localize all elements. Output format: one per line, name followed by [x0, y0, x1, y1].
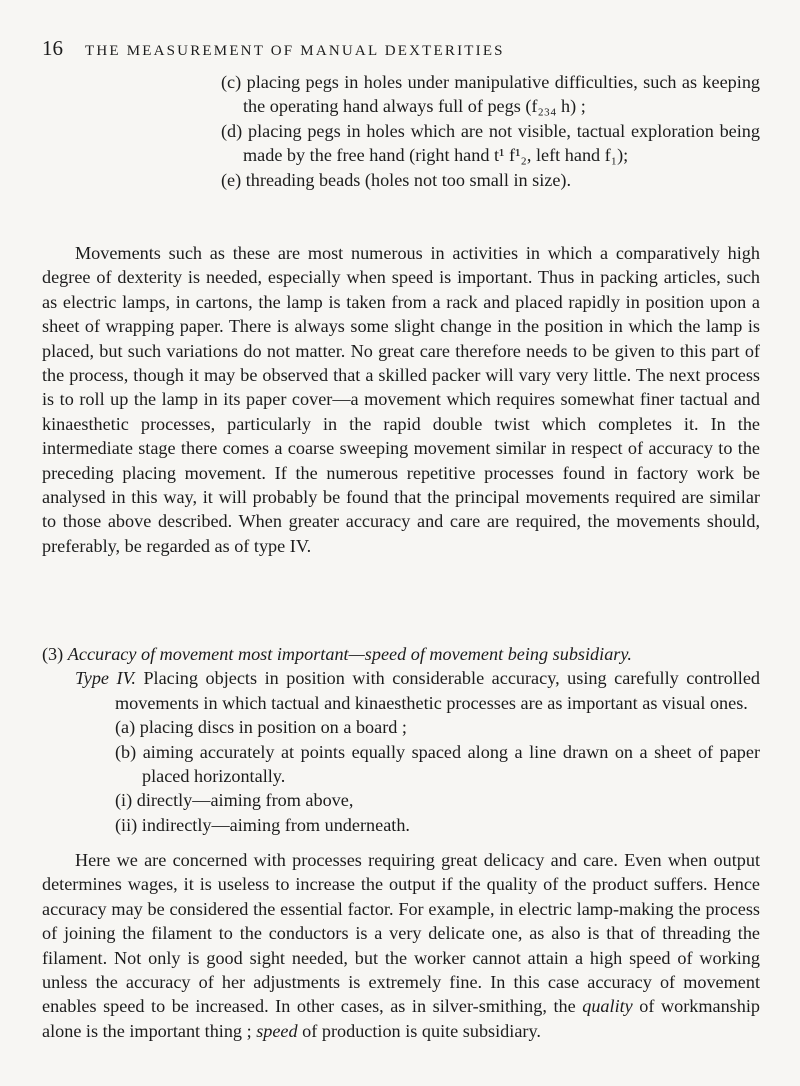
list-text: placing discs in position on a board ;: [139, 717, 407, 738]
section-heading: [42, 642, 760, 666]
running-title: THE MEASUREMENT OF MANUAL DEXTERITIES: [85, 43, 505, 59]
list-item-d: [42, 119, 760, 168]
page-number: 16: [42, 36, 63, 60]
type-label: Type IV.: [75, 668, 136, 689]
list-label: (e): [221, 169, 242, 190]
list-item-b: [42, 740, 760, 789]
list-label: (d): [221, 120, 243, 141]
sub-item-i: [42, 788, 760, 812]
list-text: placing pegs in holes under manipulative difficulties, such as keeping the operating hand always full of pegs (f₂₃₄ h) ;: [243, 72, 761, 117]
section-3: [42, 642, 760, 837]
paragraph-end: of production is quite subsidiary.: [302, 1020, 541, 1041]
section-title: Accuracy of movement most important—speed of movement being subsidiary.: [67, 644, 632, 664]
paragraph-text: Movements such as these are most numerous in activities in which a comparatively high degree of dexterity is needed, especially when speed is important. Thus in packing articles, such as electric lamps, in cartons, the lamp is taken from a rack and placed rapidly in position upon a sheet of wrapping paper. There is always some slight change in the position in which the lamp is placed, but such variations do not matter. No great care therefore needs to be given to this part of the process, though it may be observed that a skilled packer will vary very little. The next process is to roll up the lamp in its paper cover—a movement which requires somewhat finer tactual and kinaesthetic processes, particularly in the rapid double twist which completes it. In the intermediate stage there comes a coarse sweeping movement similar in respect of accuracy to the preceding placing movement. If the numerous repetitive processes found in factory work be analysed in this way, it will probably be found that the principal movements required are similar to those above described. When greater accuracy and care are required, the movements should, preferably, be regarded as of type IV.: [42, 243, 760, 556]
paragraph-main: Here we are concerned with processes requiring great delicacy and care. Even when output determines wages, it is useless to increase the output if the quality of the product suffers. Hence accuracy may be considered the essential factor. For example, in electric lamp-making the process of joining the filament to the conductors is a very delicate one, as also is that of threading the filament. Not only is good sight needed, but the worker cannot attain a high speed of working unless the accuracy of her adjustments is extremely fine. In this case accuracy of movement enables speed to be increased. In other cases, as in silver-smithing, the: [42, 850, 760, 1017]
paragraph-text: [42, 848, 760, 1043]
type-text: Placing objects in position with considerable accuracy, using carefully controlled movements in which tactual and kinaesthetic processes are as important as visual ones.: [115, 668, 761, 713]
list-label: (c): [221, 72, 242, 92]
list-label: (ii): [115, 814, 138, 835]
list-label: (i): [115, 790, 133, 811]
list-text: aiming accurately at points equally spaced along a line drawn on a sheet of paper placed horizontally.: [142, 741, 761, 787]
emphasis-speed: speed: [256, 1020, 298, 1041]
list-item-a: [42, 715, 760, 739]
list-text: threading beads (holes not too small in size).: [245, 169, 572, 190]
list-text: placing pegs in holes which are not visible, tactual exploration being made by the free hand (right hand t¹ f¹₂, left hand f₁);: [243, 120, 760, 166]
paragraph-1: [42, 241, 760, 558]
emphasis-quality: quality: [582, 996, 633, 1017]
list-label: (b): [115, 741, 137, 762]
type-iv-definition: [42, 666, 760, 715]
list-text: indirectly—aiming from underneath.: [141, 814, 410, 835]
section-number: (3): [42, 644, 64, 664]
list-item-c: [42, 70, 760, 119]
top-list: [42, 70, 760, 192]
sub-item-ii: [42, 813, 760, 837]
list-item-e: [42, 168, 760, 192]
running-header: [42, 36, 762, 61]
list-text: directly—aiming from above,: [136, 790, 354, 811]
paragraph-2: [42, 848, 760, 1043]
paragraph-mid: of workmanship alone is the important thing ;: [42, 996, 760, 1041]
list-label: (a): [115, 717, 136, 738]
